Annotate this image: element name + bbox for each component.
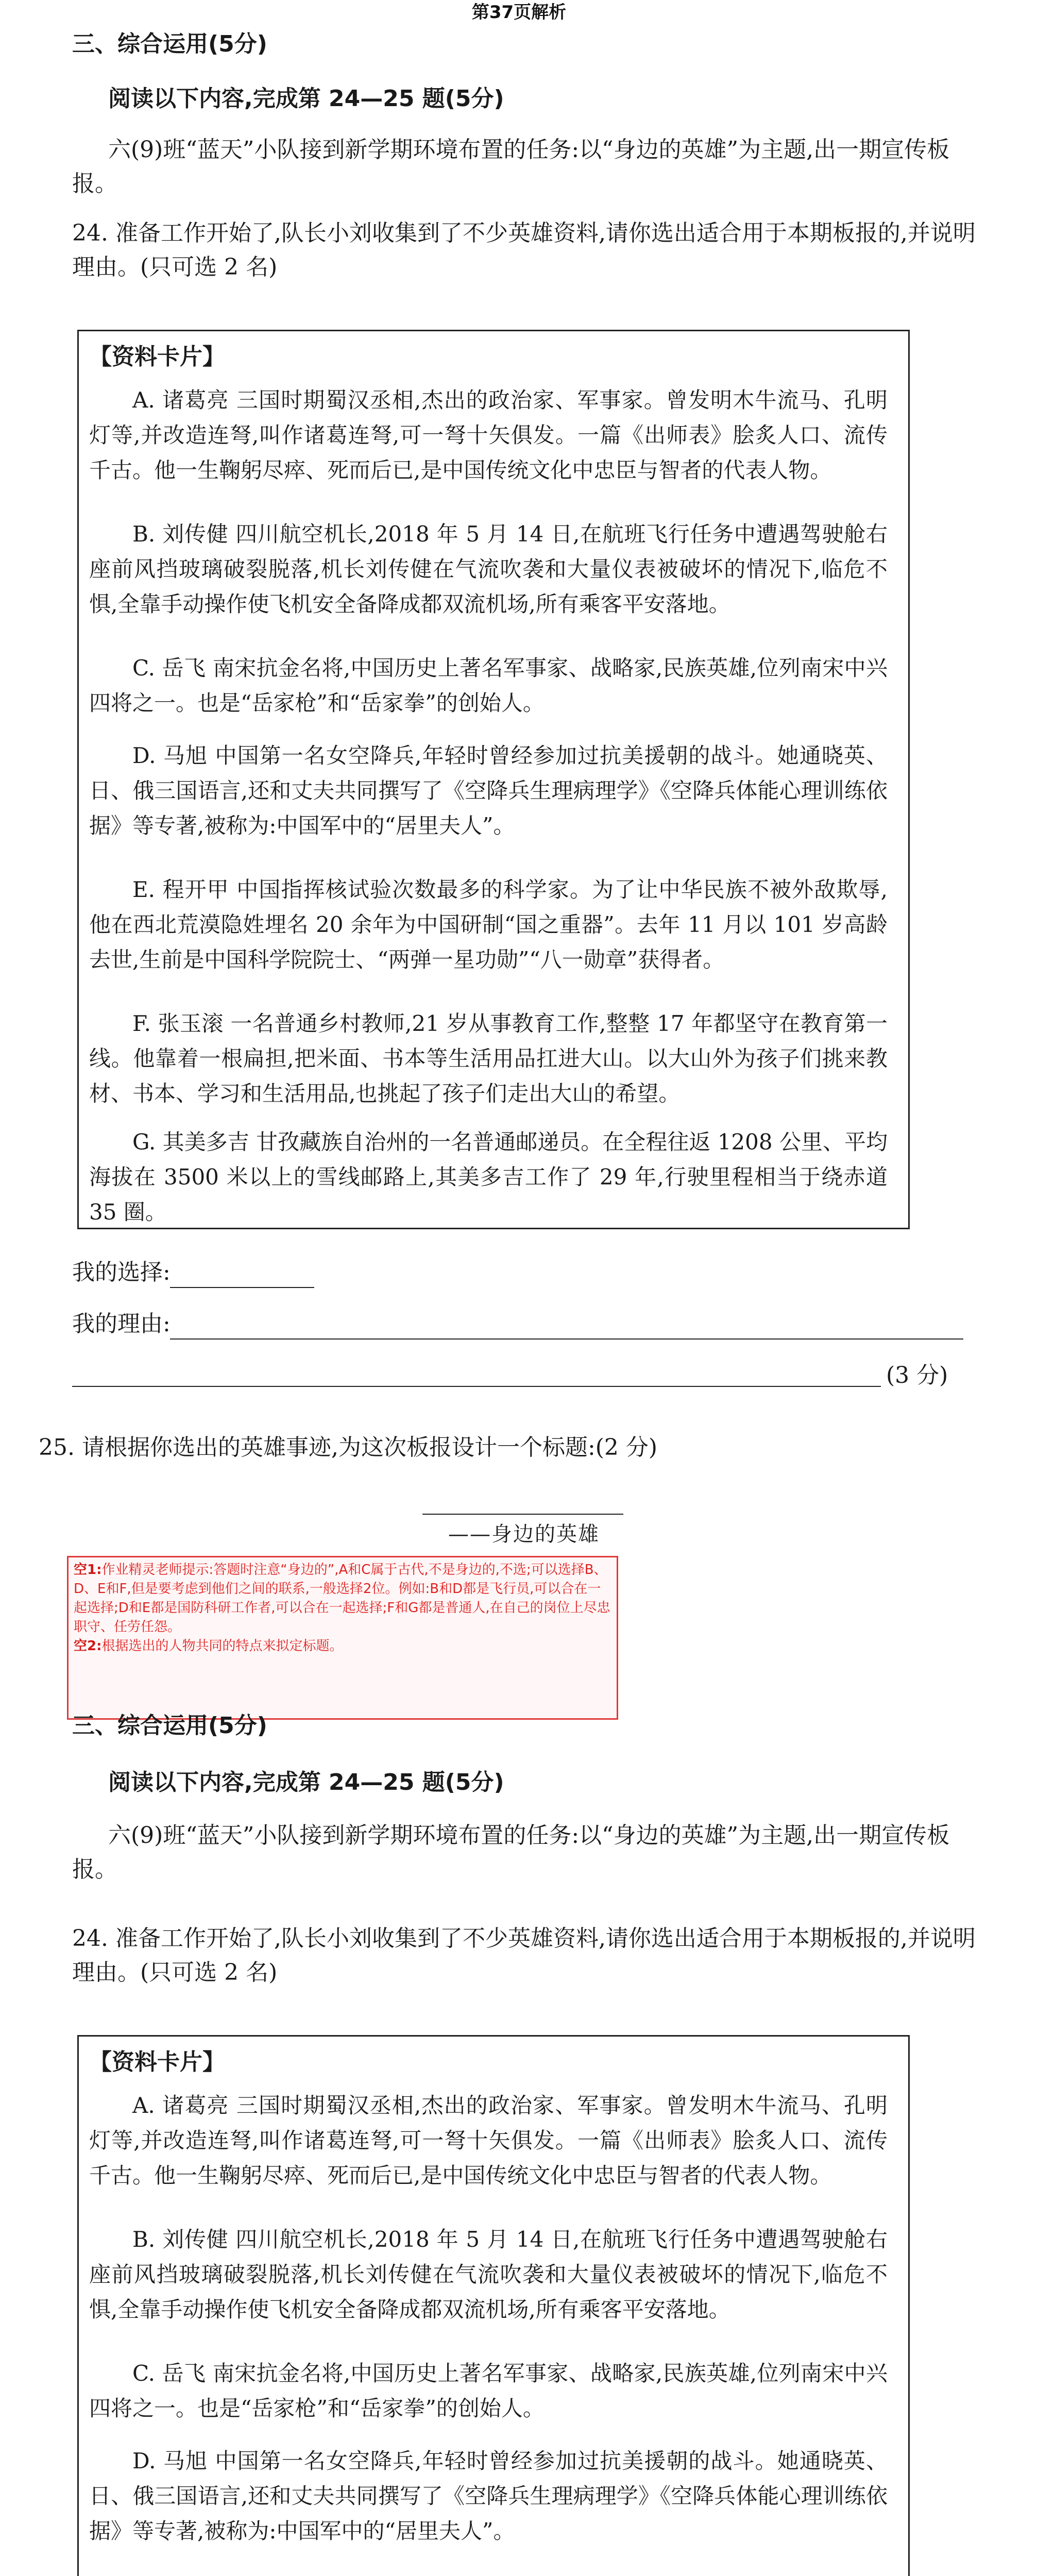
note-item-1 bbox=[74, 1561, 611, 1637]
section-heading: 三、综合运用(5分) bbox=[72, 1713, 267, 1739]
entry-f: F. 张玉滚 一名普通乡村教师,21 岁从事教育工作,整整 17 年都坚守在教育第一线。他靠着一根扁担,把米面、书本等生活用品扛进大山。以大山外为孩子们挑来教材、书本、学习和生活用品,也挑起了孩子们走出大山的希望。 bbox=[89, 1011, 888, 1106]
teacher-note bbox=[67, 1556, 618, 1720]
card-title: 【资料卡片】 bbox=[89, 344, 225, 370]
task-intro: 六(9)班“蓝天”小队接到新学期环境布置的任务:以“身边的英雄”为主题,出一期宣传板报。 bbox=[72, 137, 950, 197]
reason-blank-2 bbox=[72, 1386, 881, 1387]
question-24: 24. 准备工作开始了,队长小刘收集到了不少英雄资料,请你选出适合用于本期板报的,并说明理由。(只可选 2 名) bbox=[72, 1925, 976, 1986]
note-text-2: 根据选出的人物共同的特点来拟定标题。 bbox=[101, 1638, 343, 1654]
info-card bbox=[77, 330, 910, 1229]
note-tag-1: 空1: bbox=[74, 1562, 102, 1578]
entry-c: C. 岳飞 南宋抗金名将,中国历史上著名军事家、战略家,民族英雄,位列南宋中兴四将之一。也是“岳家枪”和“岳家拳”的创始人。 bbox=[89, 655, 888, 716]
answer-title: ——身边的英雄 bbox=[448, 1522, 600, 1546]
note-text-1: 作业精灵老师提示:答题时注意“身边的”,A和C属于古代,不是身边的,不选;可以选择B、D、E和F,但是要考虑到他们之间的联系,一般选择2位。例如:B和D都是飞行员,可以合在一起选择;D和E都是国防科研工作者,可以合在一起选择;F和G都是普通人,在自己的岗位上尽忠职守、任劳任怨。 bbox=[74, 1562, 610, 1635]
entry-d: D. 马旭 中国第一名女空降兵,年轻时曾经参加过抗美援朝的战斗。她通晓英、日、俄三国语言,还和丈夫共同撰写了《空降兵生理病理学》《空降兵体能心理训练依据》等专著,被称为:中国军中的“居里夫人”。 bbox=[89, 743, 888, 838]
choice-blank bbox=[170, 1287, 314, 1288]
note-item-2 bbox=[74, 1637, 611, 1656]
question-24: 24. 准备工作开始了,队长小刘收集到了不少英雄资料,请你选出适合用于本期板报的,并说明理由。(只可选 2 名) bbox=[72, 220, 976, 280]
reading-instruction: 阅读以下内容,完成第 24—25 题(5分) bbox=[108, 86, 504, 112]
note-tag-2: 空2: bbox=[74, 1638, 102, 1654]
entry-b: B. 刘传健 四川航空机长,2018 年 5 月 14 日,在航班飞行任务中遭遇驾驶舱右座前风挡玻璃破裂脱落,机长刘传健在气流吹袭和大量仪表被破坏的情况下,临危不惧,全靠手动操作使飞机安全备降成都双流机场,所有乘客平安落地。 bbox=[89, 2227, 888, 2322]
exercise-block-2 bbox=[0, 1700, 1038, 2576]
section-heading: 三、综合运用(5分) bbox=[72, 31, 267, 57]
task-intro: 六(9)班“蓝天”小队接到新学期环境布置的任务:以“身边的英雄”为主题,出一期宣传板报。 bbox=[72, 1822, 950, 1883]
entry-a: A. 诸葛亮 三国时期蜀汉丞相,杰出的政治家、军事家。曾发明木牛流马、孔明灯等,并改造连弩,叫作诸葛连弩,可一弩十矢俱发。一篇《出师表》脍炙人口、流传千古。他一生鞠躬尽瘁、死而后已,是中国传统文化中忠臣与智者的代表人物。 bbox=[89, 2093, 888, 2188]
entry-a: A. 诸葛亮 三国时期蜀汉丞相,杰出的政治家、军事家。曾发明木牛流马、孔明灯等,并改造连弩,叫作诸葛连弩,可一弩十矢俱发。一篇《出师表》脍炙人口、流传千古。他一生鞠躬尽瘁、死而后已,是中国传统文化中忠臣与智者的代表人物。 bbox=[89, 387, 888, 483]
entry-g: G. 其美多吉 甘孜藏族自治州的一名普通邮递员。在全程往返 1208 公里、平均海拔在 3500 米以上的雪线邮路上,其美多吉工作了 29 年,行驶里程相当于绕赤道 35 圈。 bbox=[89, 1129, 888, 1225]
question-25: 25. 请根据你选出的英雄事迹,为这次板报设计一个标题:(2 分) bbox=[39, 1434, 658, 1461]
info-card bbox=[77, 2035, 910, 2576]
card-title: 【资料卡片】 bbox=[89, 2049, 225, 2075]
title-blank-rule bbox=[422, 1514, 623, 1515]
reading-instruction: 阅读以下内容,完成第 24—25 题(5分) bbox=[108, 1769, 504, 1795]
score-24: (3 分) bbox=[886, 1362, 948, 1388]
entry-d: D. 马旭 中国第一名女空降兵,年轻时曾经参加过抗美援朝的战斗。她通晓英、日、俄三国语言,还和丈夫共同撰写了《空降兵生理病理学》《空降兵体能心理训练依据》等专著,被称为:中国军中的“居里夫人”。 bbox=[89, 2448, 888, 2544]
choice-label: 我的选择: bbox=[72, 1259, 171, 1285]
reason-blank-1 bbox=[170, 1338, 963, 1340]
entry-c: C. 岳飞 南宋抗金名将,中国历史上著名军事家、战略家,民族英雄,位列南宋中兴四将之一。也是“岳家枪”和“岳家拳”的创始人。 bbox=[89, 2361, 888, 2421]
page-header: 第37页解析 bbox=[471, 2, 567, 23]
entry-e: E. 程开甲 中国指挥核试验次数最多的科学家。为了让中华民族不被外敌欺辱,他在西北荒漠隐姓埋名 20 余年为中国研制“国之重器”。去年 11 月以 101 岁高龄去世,生前是中国科学院院士、“两弹一星功勋”“八一勋章”获得者。 bbox=[89, 877, 888, 972]
reason-label: 我的理由: bbox=[72, 1311, 171, 1337]
entry-b: B. 刘传健 四川航空机长,2018 年 5 月 14 日,在航班飞行任务中遭遇驾驶舱右座前风挡玻璃破裂脱落,机长刘传健在气流吹袭和大量仪表被破坏的情况下,临危不惧,全靠手动操作使飞机安全备降成都双流机场,所有乘客平安落地。 bbox=[89, 521, 888, 617]
